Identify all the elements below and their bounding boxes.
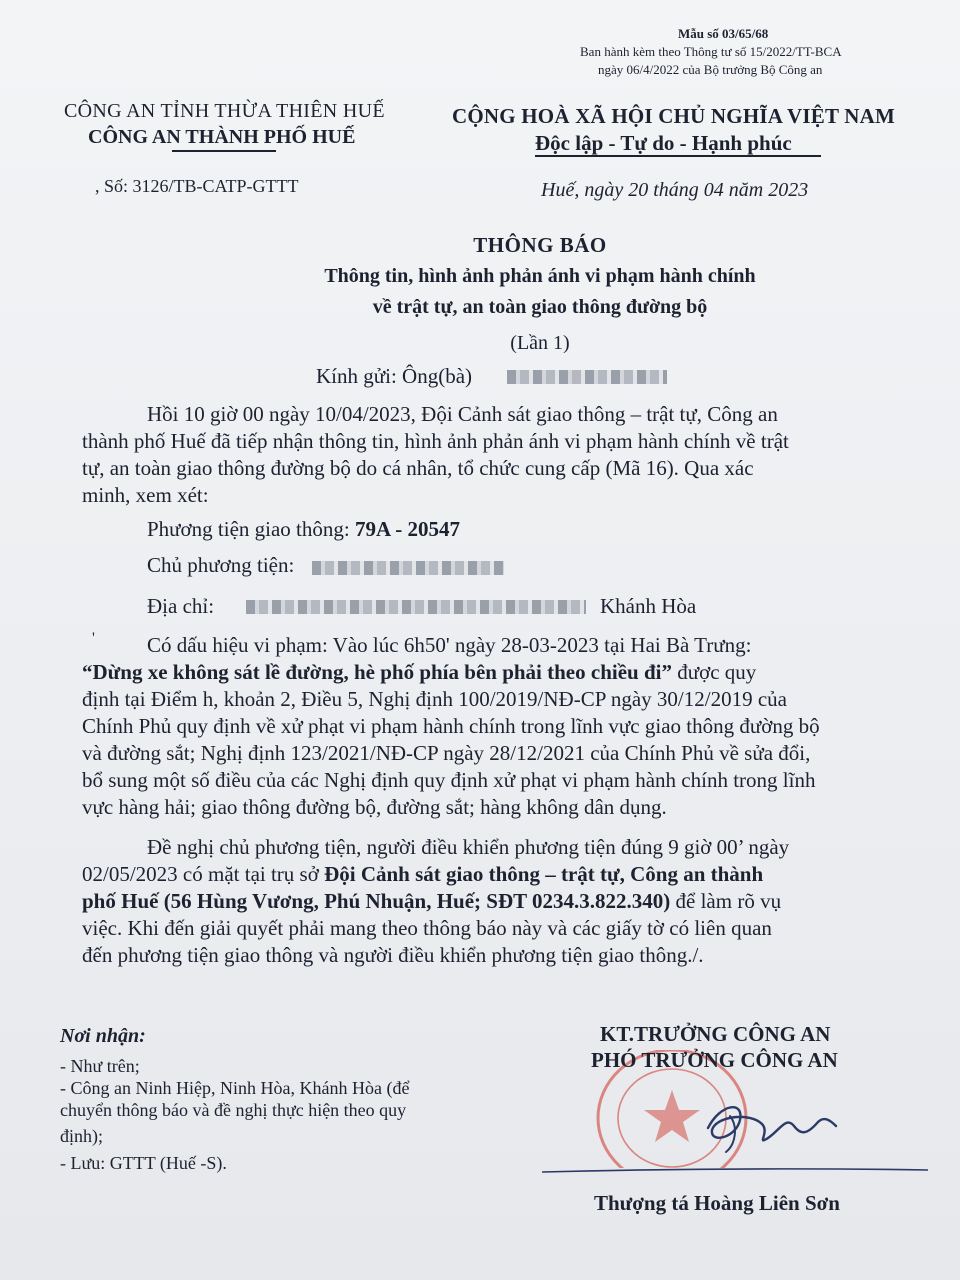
signer-name: Thượng tá Hoàng Liên Sơn [594,1191,840,1215]
address-province: Khánh Hòa [600,594,697,618]
request-unit: Đội Cảnh sát giao thông – trật tự, Công an thành [324,862,764,886]
violation-line-2-tail: được quy [671,660,757,684]
violation-line-4: Chính Phủ quy định về xử phạt vi phạm hành chính trong lĩnh vực giao thông đường bộ [82,714,820,738]
notice-round: (Lần 1) [510,332,570,354]
request-line-3-tail: để làm rõ vụ [670,889,782,913]
request-address: phố Huế (56 Hùng Vương, Phú Nhuận, Huế; SĐT 0234.3.822.340) [82,889,671,913]
handwritten-signature-icon [690,1086,840,1164]
request-line-5: đến phương tiện giao thông và người điều khiển phương tiện giao thông./. [82,943,704,967]
vehicle-line [147,516,460,543]
request-line-4: việc. Khi đến giải quyết phải mang theo thông báo này và các giấy tờ có liên quan [82,916,772,940]
notice-subtitle-2: về trật tự, an toàn giao thông đường bộ [372,296,708,318]
motto-underline [535,155,821,157]
paragraph-1-line-1: Hồi 10 giờ 00 ngày 10/04/2023, Đội Cảnh sát giao thông – trật tự, Công an [147,402,778,426]
violation-line-1: Có dấu hiệu vi phạm: Vào lúc 6h50' ngày 28-03-2023 tại Hai Bà Trưng: [147,633,752,657]
place-date: Huế, ngày 20 tháng 04 năm 2023 [541,179,809,201]
address-label: Địa chỉ: [147,594,215,618]
paragraph-1-line-2: thành phố Huế đã tiếp nhận thông tin, hình ảnh phản ánh vi phạm hành chính về trật [82,429,789,453]
margin-mark: ' [92,630,95,647]
paragraph-1-line-4: minh, xem xét: [82,483,209,507]
national-title: CỘNG HOÀ XÃ HỘI CHỦ NGHĨA VIỆT NAM [452,104,895,128]
recipient-label: Kính gửi: Ông(bà) [316,364,473,388]
redacted-recipient-name [507,370,667,384]
violation-line-3: định tại Điểm h, khoản 2, Điều 5, Nghị định 100/2019/NĐ-CP ngày 30/12/2019 của [82,687,787,711]
recipient-item: định); [60,1126,103,1146]
request-line-2 [82,861,763,888]
issuing-agency: CÔNG AN THÀNH PHỐ HUẾ [88,126,356,148]
agency-underline [172,150,276,152]
request-line-2-start: 02/05/2023 có mặt tại trụ sở [82,862,325,886]
vehicle-label: Phương tiện giao thông: [147,517,355,541]
document-number: , Số: 3126/TB-CATP-GTTT [95,176,299,196]
license-plate: 79A - 20547 [354,517,460,541]
violation-line-6: bổ sung một số điều của các Nghị định quy định xử phạt vi phạm hành chính trong lĩnh [82,768,816,792]
violation-line-5: và đường sắt; Nghị định 123/2021/NĐ-CP ngày 28/12/2021 của Chính Phủ về sửa đổi, [82,741,811,765]
redacted-owner-name [312,561,504,575]
request-line-3 [82,888,781,915]
notice-subtitle-1: Thông tin, hình ảnh phản ánh vi phạm hành chính [324,265,756,287]
violation-line-2 [82,659,756,686]
recipients-heading: Nơi nhận: [60,1025,146,1047]
violation-line-7: vực hàng hải; giao thông đường bộ, đường sắt; hàng không dân dụng. [82,795,667,819]
redacted-address [246,600,586,614]
form-number: Mẫu số 03/65/68 [678,26,769,41]
owner-label: Chủ phương tiện: [147,553,295,577]
national-motto: Độc lập - Tự do - Hạnh phúc [535,131,792,155]
signature-title-1: KT.TRƯỞNG CÔNG AN [600,1022,831,1046]
recipient-item: chuyển thông báo và đề nghị thực hiện theo quy [60,1100,407,1120]
notice-title: THÔNG BÁO [473,233,607,257]
form-issued-date: ngày 06/4/2022 của Bộ trưởng Bộ Công an [598,62,823,77]
request-line-1: Đề nghị chủ phương tiện, người điều khiển phương tiện đúng 9 giờ 00’ ngày [147,835,790,859]
form-issued-by: Ban hành kèm theo Thông tư số 15/2022/TT-BCA [580,44,842,59]
signature-title-2: PHÓ TRƯỞNG CÔNG AN [591,1048,838,1072]
violation-quote: “Dừng xe không sát lề đường, hè phố phía bên phải theo chiều đi” [82,660,672,684]
recipient-item: - Lưu: GTTT (Huế -S). [60,1153,227,1173]
parent-agency: CÔNG AN TỈNH THỪA THIÊN HUẾ [64,100,385,122]
recipient-item: - Như trên; [60,1056,140,1076]
signature-rule [540,1166,930,1176]
paragraph-1-line-3: tự, an toàn giao thông đường bộ do cá nhân, tổ chức cung cấp (Mã 16). Qua xác [82,456,754,480]
recipient-item: - Công an Ninh Hiệp, Ninh Hòa, Khánh Hòa (để [60,1078,410,1098]
